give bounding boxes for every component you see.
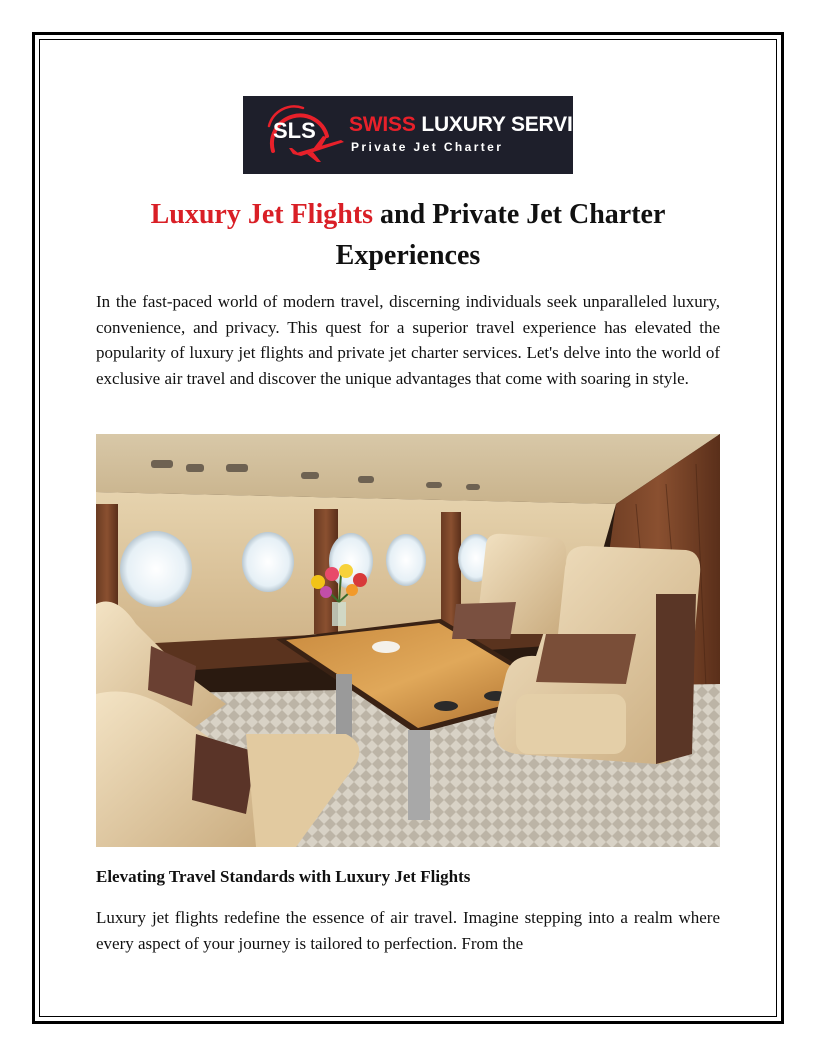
jet-interior-photo bbox=[96, 434, 720, 847]
company-logo bbox=[243, 96, 616, 174]
section-heading: Elevating Travel Standards with Luxury Jet Flights bbox=[96, 867, 471, 886]
logo-brand-rest: LUXURY SERVICES bbox=[421, 113, 616, 136]
section-paragraph: Luxury jet flights redefine the essence of air travel. Imagine stepping into a realm where every aspect of your journey is tailored to perfection. From the bbox=[96, 908, 720, 953]
page-title bbox=[96, 194, 720, 276]
logo-monogram: SLS bbox=[273, 118, 316, 143]
intro-paragraph: In the fast-paced world of modern travel, discerning individuals seek unparalleled luxury, convenience, and privacy. This quest for a superior travel experience has elevated the popularity of luxury jet flights and private jet charter services. Let's delve into the world of exclusive air travel and discover the unique advantages that come with soaring in style. bbox=[96, 292, 720, 388]
logo-brand-name bbox=[349, 113, 615, 137]
title-rest: and Private Jet Charter Experiences bbox=[335, 199, 666, 271]
logo-brand-swiss: SWISS bbox=[349, 113, 416, 136]
title-accent: Luxury Jet Flights bbox=[150, 199, 374, 230]
logo-tagline: Private Jet Charter bbox=[351, 140, 504, 154]
